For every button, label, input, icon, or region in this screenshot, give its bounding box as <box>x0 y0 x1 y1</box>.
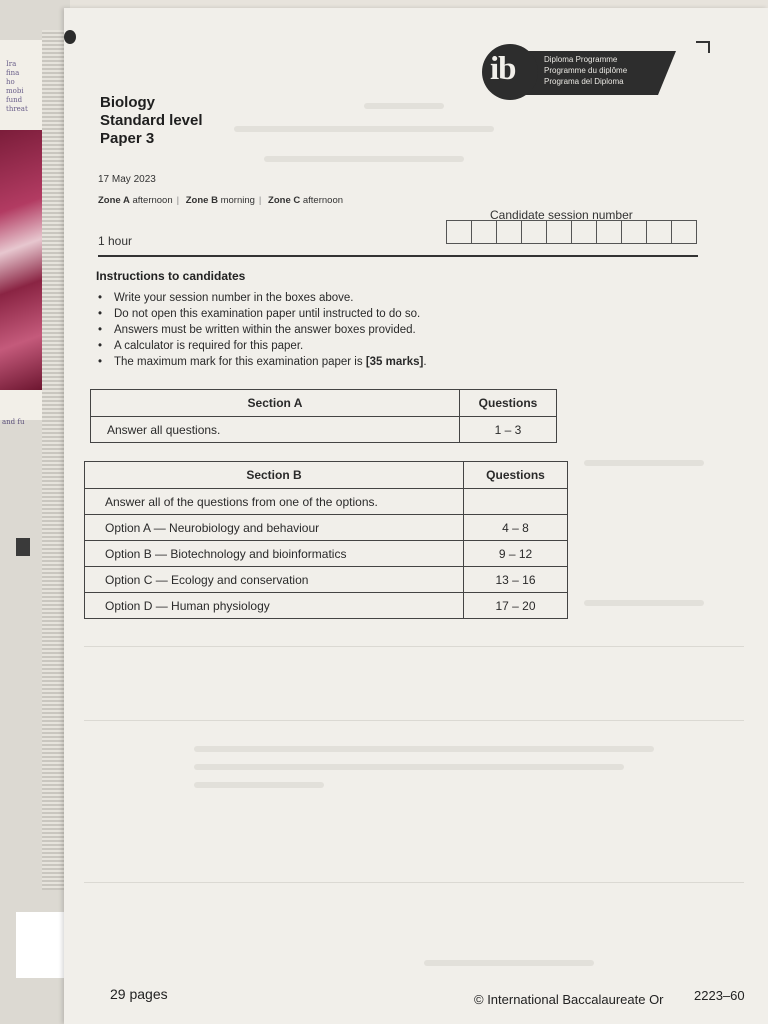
show-through <box>264 156 464 162</box>
section-b-questions <box>464 489 568 515</box>
show-through <box>84 646 744 647</box>
option-c: Option C — Ecology and conservation <box>85 567 464 593</box>
session-digit-box[interactable] <box>447 221 472 243</box>
instructions-heading: Instructions to candidates <box>96 269 246 283</box>
section-b-table <box>84 461 568 619</box>
table-row <box>85 489 568 515</box>
paper-binding-edge <box>42 30 64 890</box>
section-a-table <box>90 389 557 443</box>
header-divider <box>98 255 698 257</box>
session-digit-box[interactable] <box>472 221 497 243</box>
option-d: Option D — Human physiology <box>85 593 464 619</box>
option-c-questions: 13 – 16 <box>464 567 568 593</box>
show-through <box>84 882 744 883</box>
session-digit-box[interactable] <box>547 221 572 243</box>
page-count: 29 pages <box>110 986 168 1002</box>
zone-c-time: afternoon <box>302 195 344 206</box>
option-a: Option A — Neurobiology and behaviour <box>85 515 464 541</box>
corner-mark-icon <box>696 41 710 53</box>
candidate-session-boxes[interactable] <box>446 220 697 244</box>
programme-es: Programa del Diploma <box>544 77 624 86</box>
table-row <box>85 541 568 567</box>
instruction-item-max-mark <box>96 354 427 370</box>
max-mark-suffix: . <box>423 356 427 368</box>
table-row <box>85 567 568 593</box>
section-a-instruction: Answer all questions. <box>91 417 460 443</box>
ib-logo <box>482 44 678 102</box>
show-through <box>84 720 744 721</box>
questions-header: Questions <box>460 390 557 417</box>
margin-handwriting-2: and fu <box>2 418 25 426</box>
session-digit-box[interactable] <box>497 221 522 243</box>
table-header-row <box>91 390 557 417</box>
margin-handwriting: Ira fina ho mobi fund threat <box>6 60 28 113</box>
session-digit-box[interactable] <box>572 221 597 243</box>
candidate-session-label: Candidate session number <box>490 208 633 222</box>
section-a-questions: 1 – 3 <box>460 417 557 443</box>
show-through <box>234 126 494 132</box>
show-through <box>194 764 624 770</box>
level: Standard level <box>100 112 203 129</box>
paper-code: 2223–60 <box>694 988 745 1003</box>
option-d-questions: 17 – 20 <box>464 593 568 619</box>
instruction-item: • Answers must be written within the answer boxes provided. <box>96 322 427 338</box>
show-through <box>584 600 704 606</box>
zone-a-time: afternoon <box>132 195 173 206</box>
session-digit-box[interactable] <box>597 221 622 243</box>
duration: 1 hour <box>98 234 133 248</box>
paper-number: Paper 3 <box>100 130 155 147</box>
max-mark-value: [35 marks] <box>365 356 424 368</box>
show-through <box>584 460 704 466</box>
table-row <box>85 515 568 541</box>
show-through <box>194 746 654 752</box>
option-b-questions: 9 – 12 <box>464 541 568 567</box>
show-through <box>364 103 444 109</box>
session-digit-box[interactable] <box>622 221 647 243</box>
flower-photo <box>0 130 42 390</box>
session-digit-box[interactable] <box>672 221 696 243</box>
session-digit-box[interactable] <box>647 221 672 243</box>
zones: Zone A afternoon | Zone B morning | Zone C afternoon <box>98 195 344 206</box>
section-b-header: Section B <box>85 462 464 489</box>
ib-logo-mark: ib <box>490 51 516 87</box>
instruction-item: • Do not open this examination paper until instructed to do so. <box>96 306 427 322</box>
table-row <box>91 417 557 443</box>
punch-hole <box>64 30 76 44</box>
option-b: Option B — Biotechnology and bioinformatics <box>85 541 464 567</box>
dark-marker <box>16 538 30 556</box>
show-through <box>194 782 324 788</box>
programme-en: Diploma Programme <box>544 55 618 64</box>
max-mark-prefix: The maximum mark for this examination paper is <box>114 356 366 368</box>
table-row <box>85 593 568 619</box>
show-through <box>424 960 594 966</box>
programme-fr: Programme du diplôme <box>544 66 628 75</box>
paper-title <box>100 94 203 148</box>
zone-c-label: Zone C <box>268 195 301 206</box>
exam-date: 17 May 2023 <box>98 174 156 185</box>
zone-a-label: Zone A <box>98 195 130 206</box>
zone-b-time: morning <box>220 195 255 206</box>
zone-b-label: Zone B <box>185 195 218 206</box>
redaction-square <box>16 912 64 978</box>
copyright: © International Baccalaureate Or <box>474 992 664 1007</box>
option-a-questions: 4 – 8 <box>464 515 568 541</box>
questions-header: Questions <box>464 462 568 489</box>
instruction-item: • A calculator is required for this paper. <box>96 338 427 354</box>
table-header-row <box>85 462 568 489</box>
instructions-list <box>96 290 427 370</box>
section-b-instruction: Answer all of the questions from one of the options. <box>85 489 464 515</box>
instruction-item: • Write your session number in the boxes above. <box>96 290 427 306</box>
section-a-header: Section A <box>91 390 460 417</box>
exam-paper <box>64 8 768 1024</box>
programme-names <box>544 54 627 87</box>
subject: Biology <box>100 94 155 111</box>
session-digit-box[interactable] <box>522 221 547 243</box>
